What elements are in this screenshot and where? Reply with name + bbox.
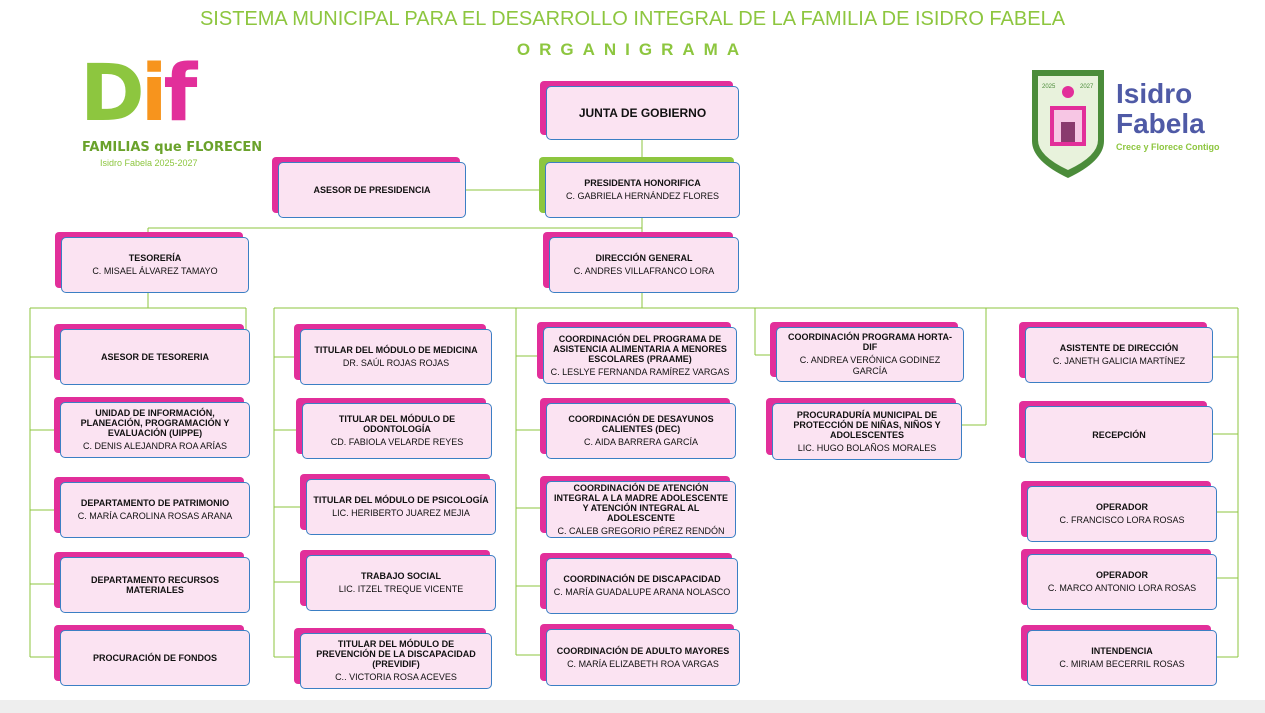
- node-title: OPERADOR: [1095, 570, 1148, 580]
- footer-bar: [0, 700, 1265, 713]
- node-title: COORDINACIÓN PROGRAMA HORTA-DIF: [788, 332, 952, 352]
- org-node-direccion-general: [549, 237, 739, 293]
- node-title: PROCURADURÍA MUNICIPAL DE PROTECCIÓN DE NIÑAS, NIÑOS Y ADOLESCENTES: [793, 409, 941, 440]
- node-person: C. MARCO ANTONIO LORA ROSAS: [1047, 583, 1197, 593]
- org-node-recepcion: [1025, 406, 1213, 463]
- node-title: ASESOR DE PRESIDENCIA: [313, 185, 431, 195]
- node-person: C. AIDA BARRERA GARCÍA: [583, 437, 699, 447]
- org-node-operador-1: [1027, 486, 1217, 542]
- node-title: INTENDENCIA: [1091, 646, 1153, 656]
- node-person: CD. FABIOLA VELARDE REYES: [330, 437, 464, 447]
- org-node-horta-dif: [776, 327, 964, 382]
- page-title: SISTEMA MUNICIPAL PARA EL DESARROLLO INTEGRAL DE LA FAMILIA DE ISIDRO FABELA: [199, 8, 1066, 30]
- node-person: LIC. HERIBERTO JUAREZ MEJIA: [332, 508, 470, 518]
- node-title: DEPARTAMENTO DE PATRIMONIO: [80, 498, 230, 508]
- node-person: C. MISAEL ÁLVAREZ TAMAYO: [92, 266, 218, 276]
- org-node-previdif: [300, 633, 492, 689]
- org-node-desayunos-calientes: [546, 403, 736, 459]
- org-node-procuracion-fondos: [60, 630, 250, 686]
- node-title: ASESOR DE TESORERIA: [100, 352, 210, 362]
- node-title: PRESIDENTA HONORIFICA: [584, 178, 701, 188]
- org-node-adulto-mayores: [546, 629, 740, 686]
- node-person: LIC. HUGO BOLAÑOS MORALES: [797, 442, 937, 453]
- node-title: COORDINACIÓN DE ADULTO MAYORES: [556, 645, 730, 656]
- node-title: TITULAR DEL MÓDULO DE ODONTOLOGÍA: [338, 414, 456, 434]
- node-title: TESORERÍA: [128, 253, 182, 263]
- org-node-trabajo-social: [306, 555, 496, 611]
- org-node-patrimonio: [60, 482, 250, 538]
- isidro-fabela-logo-line1: Isidro: [1116, 78, 1193, 109]
- org-node-discapacidad: [546, 558, 738, 614]
- shield-year-left: 2025: [1042, 84, 1056, 90]
- node-person: C. MARÍA ELIZABETH ROA VARGAS: [567, 658, 719, 669]
- shield-year-right: 2027: [1080, 84, 1094, 90]
- node-person: C. MARÍA GUADALUPE ARANA NOLASCO: [553, 587, 731, 597]
- org-node-asesor-presidencia: [278, 162, 466, 218]
- node-person: C. DENIS ALEJANDRA ROA ARÍAS: [82, 441, 228, 451]
- org-node-recursos-materiales: [60, 557, 250, 613]
- org-node-junta-de-gobierno: [546, 86, 739, 140]
- node-title: OPERADOR: [1095, 502, 1148, 512]
- org-node-presidenta-honorifica: [545, 162, 740, 218]
- org-node-intendencia: [1027, 630, 1217, 686]
- org-node-procuraduria: [772, 403, 962, 460]
- node-person: C. ANDREA VERÓNICA GODINEZ GARCÍA: [799, 355, 941, 376]
- node-title: RECEPCIÓN: [1092, 429, 1146, 440]
- org-node-operador-2: [1027, 554, 1217, 610]
- municipal-shield-icon: [1028, 66, 1108, 181]
- node-title: COORDINACIÓN DE DESAYUNOS CALIENTES (DEC): [568, 414, 714, 434]
- node-person: DR. SAÚL ROJAS ROJAS: [342, 358, 450, 368]
- node-person: C. CALEB GREGORIO PÉREZ RENDÓN: [557, 525, 725, 536]
- dif-logo-period: Isidro Fabela 2025-2027: [100, 158, 198, 168]
- node-person: C.. VICTORIA ROSA ACEVES: [335, 672, 457, 682]
- dif-logo-i: i: [140, 49, 164, 139]
- node-person: C. MARÍA CAROLINA ROSAS ARANA: [77, 511, 233, 521]
- org-node-uippe: [60, 402, 250, 458]
- node-person: C. LESLYE FERNANDA RAMÍREZ VARGAS: [550, 366, 730, 377]
- dif-logo-word: [80, 49, 194, 139]
- dif-logo-d: D: [80, 49, 141, 139]
- node-person: C. MIRIAM BECERRIL ROSAS: [1059, 659, 1185, 669]
- org-node-psicologia: [306, 479, 496, 535]
- node-title: PROCURACIÓN DE FONDOS: [92, 653, 217, 663]
- node-title: TITULAR DEL MÓDULO DE PREVENCIÓN DE LA DISCAPACIDAD (PREVIDIF): [316, 639, 476, 669]
- org-node-asesor-tesoreria: [60, 329, 250, 385]
- isidro-fabela-logo-line2: Fabela: [1116, 108, 1205, 139]
- node-title: ASISTENTE DE DIRECCIÓN: [1059, 343, 1179, 353]
- node-title: COORDINACIÓN DEL PROGRAMA DE ASISTENCIA ALIMENTARIA A MENORES ESCOLARES (PRAAME): [553, 333, 727, 364]
- node-title: DIRECCIÓN GENERAL: [595, 253, 693, 263]
- node-person: C. ANDRES VILLAFRANCO LORA: [573, 266, 715, 276]
- node-title: DEPARTAMENTO RECURSOS MATERIALES: [90, 575, 219, 595]
- node-title: TRABAJO SOCIAL: [360, 571, 441, 581]
- org-node-medicina: [300, 329, 492, 385]
- org-node-asistente-direccion: [1025, 327, 1213, 383]
- isidro-fabela-logo: [1028, 66, 1220, 181]
- org-node-tesoreria: [61, 237, 249, 293]
- node-person: C. JANETH GALICIA MARTÍNEZ: [1052, 356, 1186, 366]
- node-person: LIC. ITZEL TREQUE VICENTE: [338, 584, 464, 594]
- node-person: C. GABRIELA HERNÁNDEZ FLORES: [565, 191, 720, 201]
- dif-logo: [72, 49, 263, 172]
- isidro-fabela-logo-tagline: Crece y Florece Contigo: [1116, 142, 1220, 152]
- org-node-odontologia: [302, 403, 492, 459]
- node-title: UNIDAD DE INFORMACIÓN, PLANEACIÓN, PROGRAMACIÓN Y EVALUACIÓN (UIPPE): [80, 408, 230, 438]
- dif-logo-f: f: [163, 49, 194, 139]
- page-subtitle: ORGANIGRAMA: [516, 40, 749, 59]
- org-node-madre-adolescente: [546, 481, 736, 538]
- node-title: COORDINACIÓN DE ATENCIÓN INTEGRAL A LA MADRE ADOLESCENTE Y ATENCIÓN INTEGRAL AL ADOLESCENTE: [553, 482, 728, 523]
- node-person: C. FRANCISCO LORA ROSAS: [1059, 515, 1185, 525]
- dif-logo-tagline: FAMILIAS que FLORECEN: [82, 140, 263, 155]
- org-node-praame: [543, 327, 737, 384]
- node-title: COORDINACIÓN DE DISCAPACIDAD: [563, 574, 721, 584]
- node-title: JUNTA DE GOBIERNO: [578, 106, 707, 120]
- node-title: TITULAR DEL MÓDULO DE MEDICINA: [314, 345, 478, 355]
- node-title: TITULAR DEL MÓDULO DE PSICOLOGÍA: [313, 495, 489, 505]
